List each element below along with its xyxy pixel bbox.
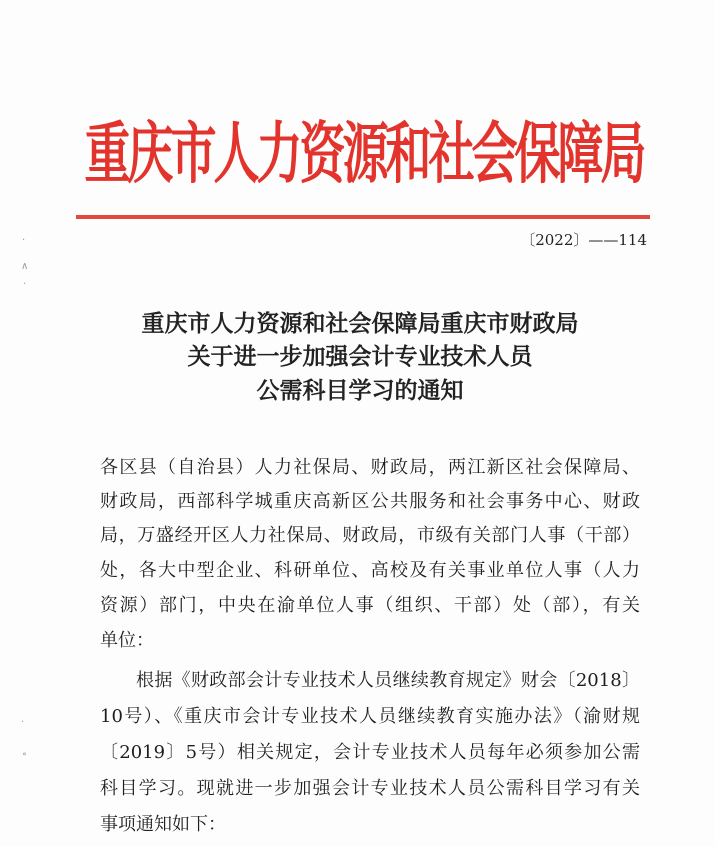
notice-title-line-1: 重庆市人力资源和社会保障局重庆市财政局 <box>141 311 579 337</box>
body-paragraph-line: 10号）、《重庆市会计专业技术人员继续教育实施办法》（渝财规 <box>100 706 640 727</box>
body-paragraph-line: 事项通知如下： <box>100 814 226 835</box>
scan-artifact: ∘ <box>22 749 27 760</box>
scan-artifact: ∧ <box>21 261 29 272</box>
document-number: 〔2022〕——114 <box>520 231 647 249</box>
agency-masthead: 重庆市人力资源和社会保障局 <box>84 114 644 193</box>
recipients-line: 各区县（自治县）人力社保局、财政局，两江新区社会保障局、 <box>100 457 640 478</box>
recipients-line: 局，万盛经开区人力社保局、财政局，市级有关部门人事（干部） <box>100 525 640 546</box>
recipients-line: 资源）部门，中央在渝单位人事（组织、干部）处（部），有关 <box>100 595 640 616</box>
body-paragraph-line: 科目学习。现就进一步加强会计专业技术人员公需科目学习有关 <box>100 778 640 799</box>
scan-artifact: · <box>23 279 27 290</box>
recipients-line: 处，各大中型企业、科研单位、高校及有关事业单位人事（人力 <box>100 560 640 581</box>
recipients-line: 财政局，西部科学城重庆高新区公共服务和社会事务中心、财政 <box>100 491 640 512</box>
body-paragraph-line: 〔2019〕5号）相关规定，会计专业技术人员每年必须参加公需 <box>100 742 640 763</box>
recipients-line: 单位： <box>100 630 154 651</box>
body-paragraph-line: 根据《财政部会计专业技术人员继续教育规定》财会〔2018〕 <box>136 670 640 691</box>
red-header-rule <box>76 215 650 219</box>
notice-title-line-2: 关于进一步加强会计专业技术人员 <box>187 344 533 370</box>
scan-artifact: · <box>21 717 25 728</box>
scan-artifact: · <box>22 235 26 246</box>
notice-title-line-3: 公需科目学习的通知 <box>256 378 464 404</box>
